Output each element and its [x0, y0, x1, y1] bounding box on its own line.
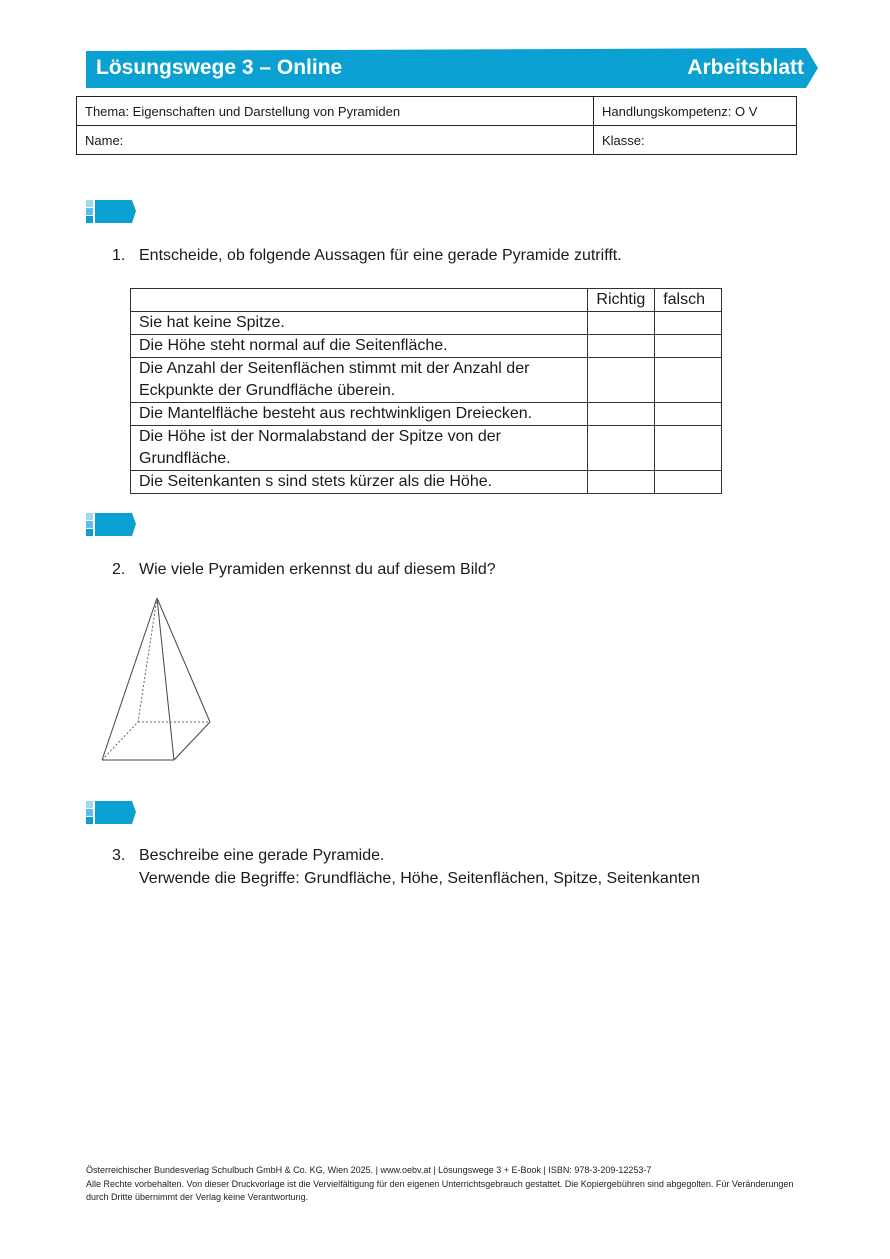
- answer-false-cell[interactable]: [655, 426, 722, 471]
- competence-cell: Handlungskompetenz: O V: [594, 97, 797, 126]
- table-row: [131, 312, 722, 335]
- answer-true-cell[interactable]: [588, 335, 655, 358]
- info-table: [76, 96, 797, 155]
- name-field[interactable]: Name:: [77, 126, 594, 155]
- table-row: [131, 358, 722, 403]
- table-row: [131, 471, 722, 494]
- question-subtext: Verwende die Begriffe: Grundfläche, Höhe, Seitenflächen, Spitze, Seitenkanten: [139, 870, 700, 887]
- table-row: [131, 403, 722, 426]
- statement-cell: Sie hat keine Spitze.: [131, 312, 588, 335]
- table-row: [131, 426, 722, 471]
- question-number: 1.: [112, 247, 126, 264]
- answer-false-cell[interactable]: [655, 358, 722, 403]
- header-cell-true: Richtig: [588, 289, 655, 312]
- statement-cell: Die Höhe ist der Normalabstand der Spitze von der Grundfläche.: [131, 426, 588, 471]
- footer: [86, 1164, 806, 1205]
- question-number: 3.: [112, 847, 126, 864]
- section-marker-icon: [86, 513, 138, 537]
- question-1: [112, 244, 622, 267]
- answer-true-cell[interactable]: [588, 426, 655, 471]
- statement-cell: Die Höhe steht normal auf die Seitenfläche.: [131, 335, 588, 358]
- topic-cell: Thema: Eigenschaften und Darstellung von Pyramiden: [77, 97, 594, 126]
- header-title: Lösungswege 3 – Online: [96, 56, 343, 79]
- question-2: [112, 558, 496, 581]
- header-doc-type: Arbeitsblatt: [687, 56, 804, 79]
- answer-true-cell[interactable]: [588, 403, 655, 426]
- question-number: 2.: [112, 561, 126, 578]
- table-header-row: [131, 289, 722, 312]
- section-marker-icon: [86, 200, 138, 224]
- answer-false-cell[interactable]: [655, 403, 722, 426]
- pyramid-drawing-icon: [96, 592, 220, 766]
- question-text: Wie viele Pyramiden erkennst du auf diesem Bild?: [139, 561, 496, 578]
- question-text: Entscheide, ob folgende Aussagen für eine gerade Pyramide zutrifft.: [139, 247, 622, 264]
- header-cell-false: falsch: [655, 289, 722, 312]
- true-false-table: [130, 288, 722, 494]
- footer-line-2: Alle Rechte vorbehalten. Von dieser Druckvorlage ist die Vervielfältigung für den eigenen Unterrichtsgebrauch gestattet. Die Kopiergebühren sind abgegolten. Für Veränderungen durch Dritte übernimmt der Verlag keine Verantwortung.: [86, 1178, 794, 1202]
- footer-line-1: Österreichischer Bundesverlag Schulbuch GmbH & Co. KG, Wien 2025. | www.oebv.at | Lösungswege 3 + E-Book | ISBN: 978-3-209-12253-7: [86, 1165, 652, 1175]
- question-text: Beschreibe eine gerade Pyramide.: [139, 847, 385, 864]
- class-field[interactable]: Klasse:: [594, 126, 797, 155]
- question-3: [112, 844, 700, 890]
- section-marker-icon: [86, 801, 138, 825]
- answer-false-cell[interactable]: [655, 335, 722, 358]
- table-row: [131, 335, 722, 358]
- answer-false-cell[interactable]: [655, 471, 722, 494]
- answer-true-cell[interactable]: [588, 471, 655, 494]
- statement-cell: Die Anzahl der Seitenflächen stimmt mit der Anzahl der Eckpunkte der Grundfläche überein.: [131, 358, 588, 403]
- answer-false-cell[interactable]: [655, 312, 722, 335]
- header-banner: [86, 48, 818, 88]
- statement-cell: Die Seitenkanten s sind stets kürzer als die Höhe.: [131, 471, 588, 494]
- header-cell-empty: [131, 289, 588, 312]
- answer-true-cell[interactable]: [588, 312, 655, 335]
- statement-cell: Die Mantelfläche besteht aus rechtwinkligen Dreiecken.: [131, 403, 588, 426]
- answer-true-cell[interactable]: [588, 358, 655, 403]
